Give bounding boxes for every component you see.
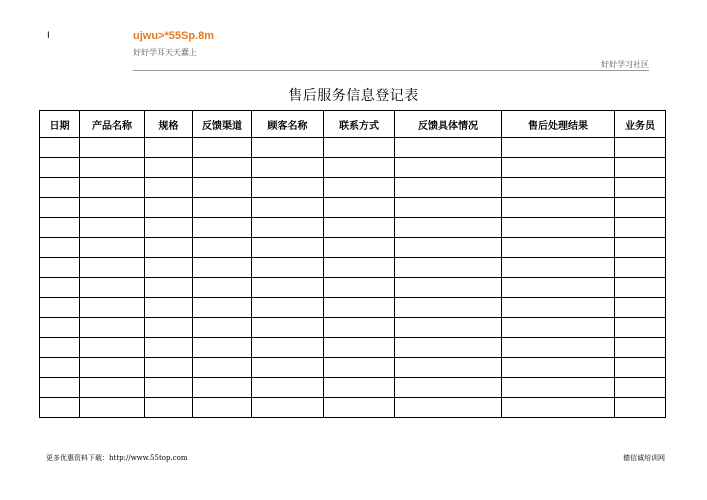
table-cell: [615, 318, 666, 338]
table-cell: [502, 238, 615, 258]
table-cell: [252, 298, 324, 318]
table-cell: [40, 298, 80, 318]
footer-download-link: 更多优惠资料下载：http://www.55top.com: [46, 454, 188, 462]
table-cell: [193, 258, 252, 278]
table-row: [40, 378, 666, 398]
header-rule: [133, 70, 649, 71]
table-cell: [502, 398, 615, 418]
table-cell: [252, 198, 324, 218]
table-cell: [252, 358, 324, 378]
table-row: [40, 358, 666, 378]
table-cell: [324, 158, 395, 178]
form-title: 售后服务信息登记表: [288, 88, 419, 104]
table-cell: [80, 258, 145, 278]
table-cell: [252, 178, 324, 198]
table-cell: [80, 138, 145, 158]
table-row: [40, 398, 666, 418]
table-cell: [145, 158, 193, 178]
table-row: [40, 238, 666, 258]
table-cell: [502, 298, 615, 318]
table-cell: [193, 278, 252, 298]
table-cell: [40, 218, 80, 238]
table-cell: [145, 198, 193, 218]
community-label: 好好学习社区: [601, 60, 649, 69]
table-cell: [502, 318, 615, 338]
table-row: [40, 258, 666, 278]
column-header: 反馈渠道: [193, 111, 252, 138]
table-cell: [252, 398, 324, 418]
table-cell: [145, 178, 193, 198]
table-cell: [324, 298, 395, 318]
table-row: [40, 318, 666, 338]
table-cell: [40, 338, 80, 358]
table-cell: [395, 158, 502, 178]
table-cell: [40, 198, 80, 218]
table-cell: [40, 378, 80, 398]
table-cell: [252, 378, 324, 398]
slogan-text: 好好学耳天天蠢上: [133, 48, 197, 57]
table-cell: [193, 398, 252, 418]
table-cell: [615, 258, 666, 278]
table-cell: [502, 218, 615, 238]
table-row: [40, 278, 666, 298]
table-cell: [193, 358, 252, 378]
after-sales-table: [39, 110, 666, 418]
table-cell: [80, 198, 145, 218]
table-cell: [252, 318, 324, 338]
table-cell: [615, 378, 666, 398]
table-cell: [324, 138, 395, 158]
column-header: 日期: [40, 111, 80, 138]
table-cell: [40, 238, 80, 258]
table-row: [40, 138, 666, 158]
table-cell: [252, 158, 324, 178]
table-cell: [615, 358, 666, 378]
table-cell: [395, 198, 502, 218]
column-header: 售后处理结果: [502, 111, 615, 138]
column-header: 反馈具体情况: [395, 111, 502, 138]
table-cell: [252, 238, 324, 258]
table-cell: [324, 338, 395, 358]
table-cell: [80, 318, 145, 338]
table-cell: [502, 378, 615, 398]
table-cell: [80, 158, 145, 178]
table-cell: [502, 358, 615, 378]
table-cell: [252, 138, 324, 158]
table-cell: [324, 238, 395, 258]
table-cell: [193, 198, 252, 218]
table-cell: [252, 278, 324, 298]
footer-brand: 德信诚培训网: [623, 454, 665, 462]
table-cell: [145, 138, 193, 158]
table-cell: [615, 158, 666, 178]
table-cell: [324, 398, 395, 418]
table-cell: [80, 358, 145, 378]
table-cell: [252, 258, 324, 278]
table-cell: [193, 238, 252, 258]
table-cell: [145, 238, 193, 258]
table-cell: [502, 178, 615, 198]
table-body: [40, 138, 666, 418]
table-row: [40, 158, 666, 178]
table-cell: [324, 218, 395, 238]
table-row: [40, 218, 666, 238]
table-header-row: [40, 111, 666, 138]
table-cell: [80, 398, 145, 418]
table-cell: [395, 298, 502, 318]
table-cell: [80, 218, 145, 238]
page-mark: I: [47, 31, 50, 41]
table-cell: [40, 398, 80, 418]
table-cell: [615, 278, 666, 298]
table-row: [40, 178, 666, 198]
table-cell: [502, 158, 615, 178]
table-cell: [615, 298, 666, 318]
table-cell: [324, 358, 395, 378]
table-cell: [395, 238, 502, 258]
table-cell: [615, 398, 666, 418]
table-cell: [40, 278, 80, 298]
table-cell: [395, 218, 502, 238]
logo-text: ujwu>*55Sp.8m: [133, 30, 215, 42]
table-cell: [145, 218, 193, 238]
table-cell: [80, 238, 145, 258]
table-cell: [145, 338, 193, 358]
table-cell: [502, 138, 615, 158]
table-cell: [252, 338, 324, 358]
table-cell: [80, 338, 145, 358]
table-cell: [40, 318, 80, 338]
table-cell: [615, 218, 666, 238]
table-cell: [324, 258, 395, 278]
table-cell: [395, 318, 502, 338]
table-cell: [193, 218, 252, 238]
table-row: [40, 298, 666, 318]
table-cell: [395, 358, 502, 378]
table-cell: [502, 338, 615, 358]
table-cell: [502, 278, 615, 298]
table-cell: [395, 178, 502, 198]
table-cell: [395, 278, 502, 298]
table-cell: [193, 318, 252, 338]
table-cell: [395, 398, 502, 418]
table-cell: [324, 318, 395, 338]
table-cell: [40, 178, 80, 198]
table-cell: [193, 338, 252, 358]
table-cell: [40, 258, 80, 278]
table-cell: [502, 258, 615, 278]
table-cell: [40, 358, 80, 378]
table-cell: [615, 238, 666, 258]
table-cell: [80, 278, 145, 298]
table-cell: [395, 138, 502, 158]
table-cell: [193, 178, 252, 198]
table-cell: [145, 318, 193, 338]
table-cell: [615, 138, 666, 158]
table-cell: [252, 218, 324, 238]
table-cell: [324, 278, 395, 298]
column-header: 规格: [145, 111, 193, 138]
table-cell: [615, 178, 666, 198]
table-cell: [145, 298, 193, 318]
table-cell: [502, 198, 615, 218]
column-header: 业务员: [615, 111, 666, 138]
table-cell: [145, 358, 193, 378]
table-cell: [80, 378, 145, 398]
table-cell: [615, 338, 666, 358]
table-cell: [145, 378, 193, 398]
table-cell: [193, 158, 252, 178]
table-cell: [145, 258, 193, 278]
table-cell: [395, 338, 502, 358]
table-row: [40, 338, 666, 358]
table-cell: [40, 158, 80, 178]
table-cell: [145, 398, 193, 418]
table-cell: [615, 198, 666, 218]
table-cell: [324, 178, 395, 198]
column-header: 顾客名称: [252, 111, 324, 138]
table-cell: [40, 138, 80, 158]
table-cell: [324, 378, 395, 398]
table-cell: [324, 198, 395, 218]
table-cell: [80, 298, 145, 318]
column-header: 联系方式: [324, 111, 395, 138]
table-cell: [193, 138, 252, 158]
table-cell: [145, 278, 193, 298]
table-cell: [80, 178, 145, 198]
table-cell: [193, 298, 252, 318]
column-header: 产品名称: [80, 111, 145, 138]
table-row: [40, 198, 666, 218]
table-cell: [193, 378, 252, 398]
table-cell: [395, 378, 502, 398]
table-cell: [395, 258, 502, 278]
